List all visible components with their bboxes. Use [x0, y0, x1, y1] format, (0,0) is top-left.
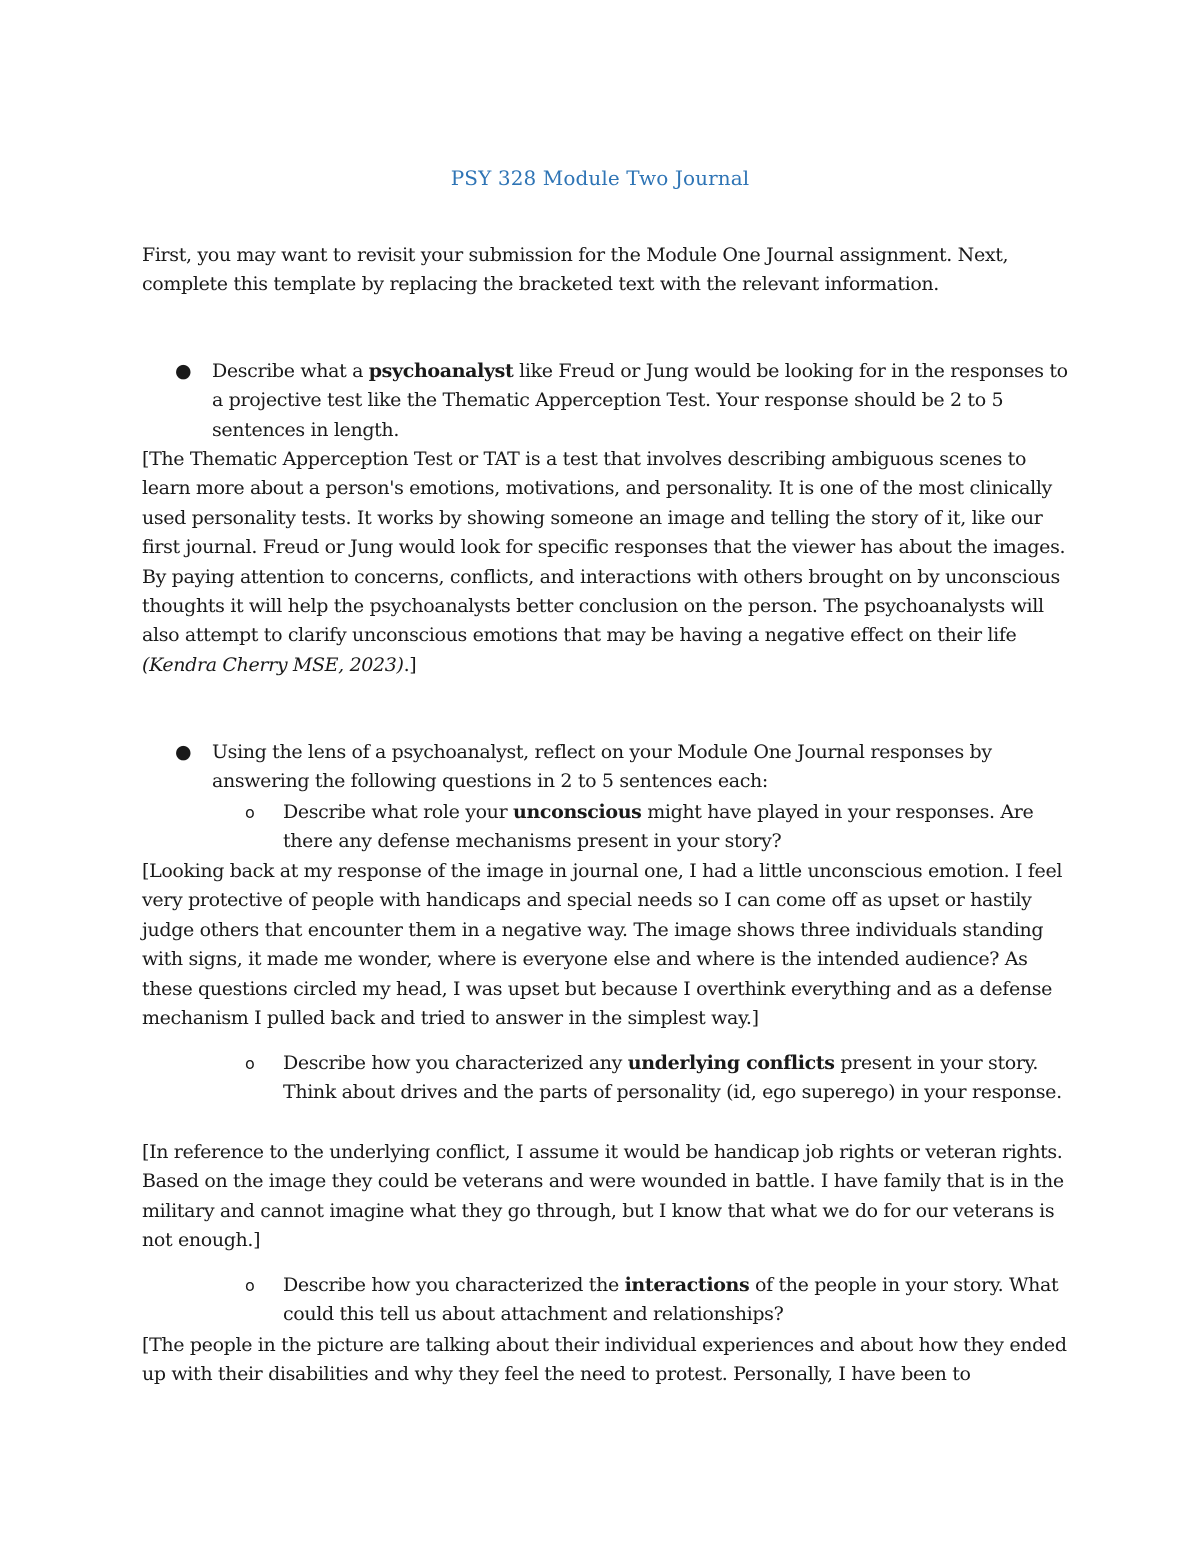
question-text-pre: Describe what a: [212, 360, 369, 382]
subquestion-keyword: interactions: [624, 1274, 750, 1296]
intro-paragraph: First, you may want to revisit your submission for the Module One Journal assignment. Next, complete this template by replacing the bracketed text with the relevant information.: [142, 244, 1009, 296]
question-text-post: like Freud or Jung would be looking for in the responses to a projective test like the Thematic Apperception Test. Your response should be 2 to 5 sentences in length.: [212, 360, 1068, 441]
answer-text: [The Thematic Apperception Test or TAT is a test that involves describing ambiguous scenes to learn more about a person's emotions, motivations, and personality. It is one of the most clinically used personality tests. It works by showing someone an image and telling the story of it, like our first journal. Freud or Jung would look for specific responses that the viewer has about the images. By paying attention to concerns, conflicts, and interactions with others brought on by unconscious thoughts it will help the psychoanalysts better conclusion on the person. The psychoanalysts will also attempt to clarify unconscious emotions that may be having a negative effect on their life: [142, 448, 1066, 647]
sub-bullet-marker: o: [245, 803, 255, 822]
question-bullet-psychoanalyst: [175, 357, 1072, 445]
bullet-marker: ●: [175, 741, 192, 763]
answer-paragraph-interactions: [The people in the picture are talking about their individual experiences and about how they ended up with their disabilities and why they feel the need to protest. Personally, I have been to: [142, 1334, 1067, 1386]
subquestion-text-pre: Describe how you characterized the: [283, 1274, 625, 1296]
subquestion-text-post: of the people in your story. What could this tell us about attachment and relationships?: [283, 1274, 1059, 1326]
bullet-marker: ●: [175, 360, 192, 382]
answer-paragraph-psychoanalyst: [142, 445, 1072, 680]
subquestion-interactions: [245, 1271, 1073, 1330]
question-bullet-reflect: [175, 738, 1072, 797]
question-text: Using the lens of a psychoanalyst, reflect on your Module One Journal responses by answering the following questions in 2 to 5 sentences each:: [212, 741, 992, 793]
subquestion-keyword: unconscious: [513, 801, 642, 823]
subquestion-underlying-conflicts: [245, 1049, 1073, 1108]
answer-paragraph-unconscious: [Looking back at my response of the image in journal one, I had a little unconscious emotion. I feel very protective of people with handicaps and special needs so I can come off as upset or hastily judge others that encounter them in a negative way. The image shows three individuals standing with signs, it made me wonder, where is everyone else and where is the intended audience? As these questions circled my head, I was upset but because I overthink everything and as a defense mechanism I pulled back and tried to answer in the simplest way.]: [142, 860, 1063, 1030]
question-keyword: psychoanalyst: [368, 360, 514, 382]
subquestion-unconscious: [245, 798, 1073, 857]
subquestion-text-post: present in your story. Think about drives and the parts of personality (id, ego superego) in your response.: [283, 1052, 1062, 1104]
answer-citation: (Kendra Cherry MSE, 2023): [142, 653, 404, 676]
subquestion-text-pre: Describe what role your: [283, 801, 513, 823]
answer-end: .]: [403, 653, 417, 676]
sub-bullet-marker: o: [245, 1276, 255, 1295]
subquestion-keyword: underlying conflicts: [627, 1052, 835, 1074]
answer-paragraph-conflicts: [In reference to the underlying conflict, I assume it would be handicap job rights or veteran rights. Based on the image they could be veterans and were wounded in battle. I have family that is in the military and cannot imagine what they go through, but I know that what we do for our veterans is not enough.]: [142, 1141, 1064, 1252]
document-title: PSY 328 Module Two Journal: [450, 166, 750, 190]
subquestion-text-pre: Describe how you characterized any: [283, 1052, 628, 1074]
sub-bullet-marker: o: [245, 1054, 255, 1073]
subquestion-text-post: might have played in your responses. Are there any defense mechanisms present in your story?: [283, 801, 1034, 853]
